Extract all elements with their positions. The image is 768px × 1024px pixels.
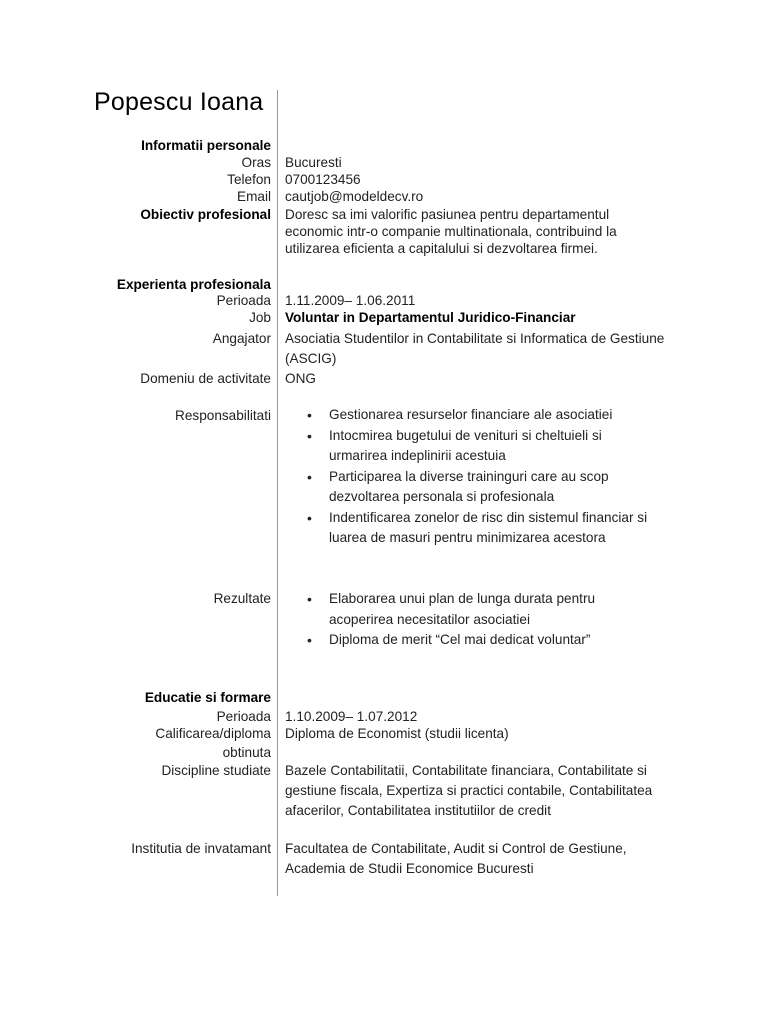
list-item: • Diploma de merit “Cel mai dedicat voluntar”	[285, 630, 660, 651]
email-label: Email	[237, 189, 271, 204]
employer-value: Asociatia Studentilor in Contabilitate si Informatica de Gestiune (ASCIG)	[285, 331, 665, 366]
list-item: • Indentificarea zonelor de risc din sistemul financiar si luarea de masuri pentru minimizarea acestora	[285, 508, 660, 549]
city-label: Oras	[241, 155, 271, 170]
city-value: Bucuresti	[285, 155, 342, 170]
results-list	[285, 589, 660, 651]
candidate-name: Popescu Ioana	[94, 88, 264, 116]
column-divider	[277, 90, 278, 896]
domain-value: ONG	[285, 371, 316, 386]
employer-label: Angajator	[212, 331, 271, 346]
list-item: • Participarea la diverse traininguri care au scop dezvoltarea personala si profesionala	[285, 467, 660, 508]
list-item: • Elaborarea unui plan de lunga durata pentru acoperirea necesitatilor asociatiei	[285, 589, 660, 630]
section-heading-personal: Informatii personale	[141, 138, 271, 153]
objective-label: Obiectiv profesional	[140, 207, 271, 222]
subjects-label: Discipline studiate	[161, 763, 271, 778]
qualification-value: Diploma de Economist (studii licenta)	[285, 726, 509, 741]
institution-label: Institutia de invatamant	[131, 841, 271, 856]
job-label: Job	[249, 310, 271, 325]
domain-label: Domeniu de activitate	[140, 371, 271, 386]
responsibilities-list	[285, 405, 660, 549]
experience-period-value: 1.11.2009– 1.06.2011	[285, 293, 416, 308]
objective-value: Doresc sa imi valorific pasiunea pentru departamentul economic intr-o companie multinationala, contribuind la utilizarea eficienta a capitalului si dezvoltarea firmei.	[285, 207, 617, 256]
institution-value: Facultatea de Contabilitate, Audit si Control de Gestiune, Academia de Studii Economice Bucuresti	[285, 841, 627, 876]
subjects-value: Bazele Contabilitatii, Contabilitate financiara, Contabilitate si gestiune fiscala, Expertiza si practici contabile, Contabilitatea afacerilor, Contabilitatea institutiilor de credit	[285, 763, 653, 818]
section-heading-education: Educatie si formare	[144, 690, 271, 705]
responsibilities-label: Responsabilitati	[175, 408, 271, 423]
list-item: • Gestionarea resurselor financiare ale asociatiei	[285, 405, 660, 426]
phone-value: 0700123456	[285, 172, 361, 187]
education-period-label: Perioada	[216, 709, 271, 724]
experience-period-label: Perioada	[216, 293, 271, 308]
qualification-label-line2: obtinuta	[222, 745, 271, 760]
list-item: • Intocmirea bugetului de venituri si cheltuieli si urmarirea indeplinirii acestuia	[285, 426, 660, 467]
section-heading-experience: Experienta profesionala	[116, 277, 271, 292]
email-value: cautjob@modeldecv.ro	[285, 189, 424, 204]
education-period-value: 1.10.2009– 1.07.2012	[285, 709, 418, 724]
job-value: Voluntar in Departamentul Juridico-Financiar	[285, 310, 576, 325]
phone-label: Telefon	[227, 172, 271, 187]
qualification-label-line1: Calificarea/diploma	[155, 726, 271, 741]
results-label: Rezultate	[213, 591, 271, 606]
